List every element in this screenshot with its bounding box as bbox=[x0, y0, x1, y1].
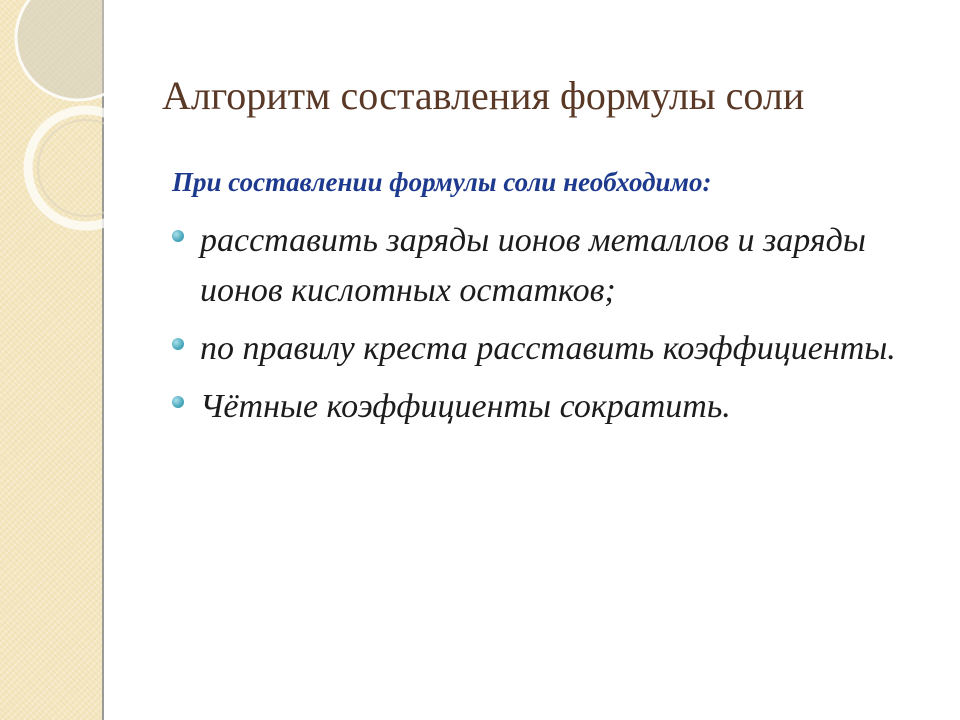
bullet-icon bbox=[172, 338, 184, 350]
bullet-text: Чётные коэффициенты сократить. bbox=[200, 388, 731, 425]
slide-subtitle: При составлении формулы соли необходимо: bbox=[172, 167, 712, 197]
bullet-icon bbox=[172, 396, 184, 408]
bullet-text: расставить заряды ионов металлов и заряды ионов кислотных остатков; bbox=[200, 222, 866, 309]
list-item bbox=[170, 324, 930, 374]
list-item bbox=[170, 382, 930, 432]
slide-title: Алгоритм составления формулы соли bbox=[162, 73, 805, 118]
bullet-list bbox=[170, 216, 930, 440]
decorative-circles bbox=[0, 0, 104, 260]
bullet-text: по правилу креста расставить коэффициенты. bbox=[200, 330, 896, 367]
bullet-icon bbox=[172, 230, 184, 242]
decorative-side-band bbox=[0, 0, 104, 720]
list-item bbox=[170, 216, 930, 316]
